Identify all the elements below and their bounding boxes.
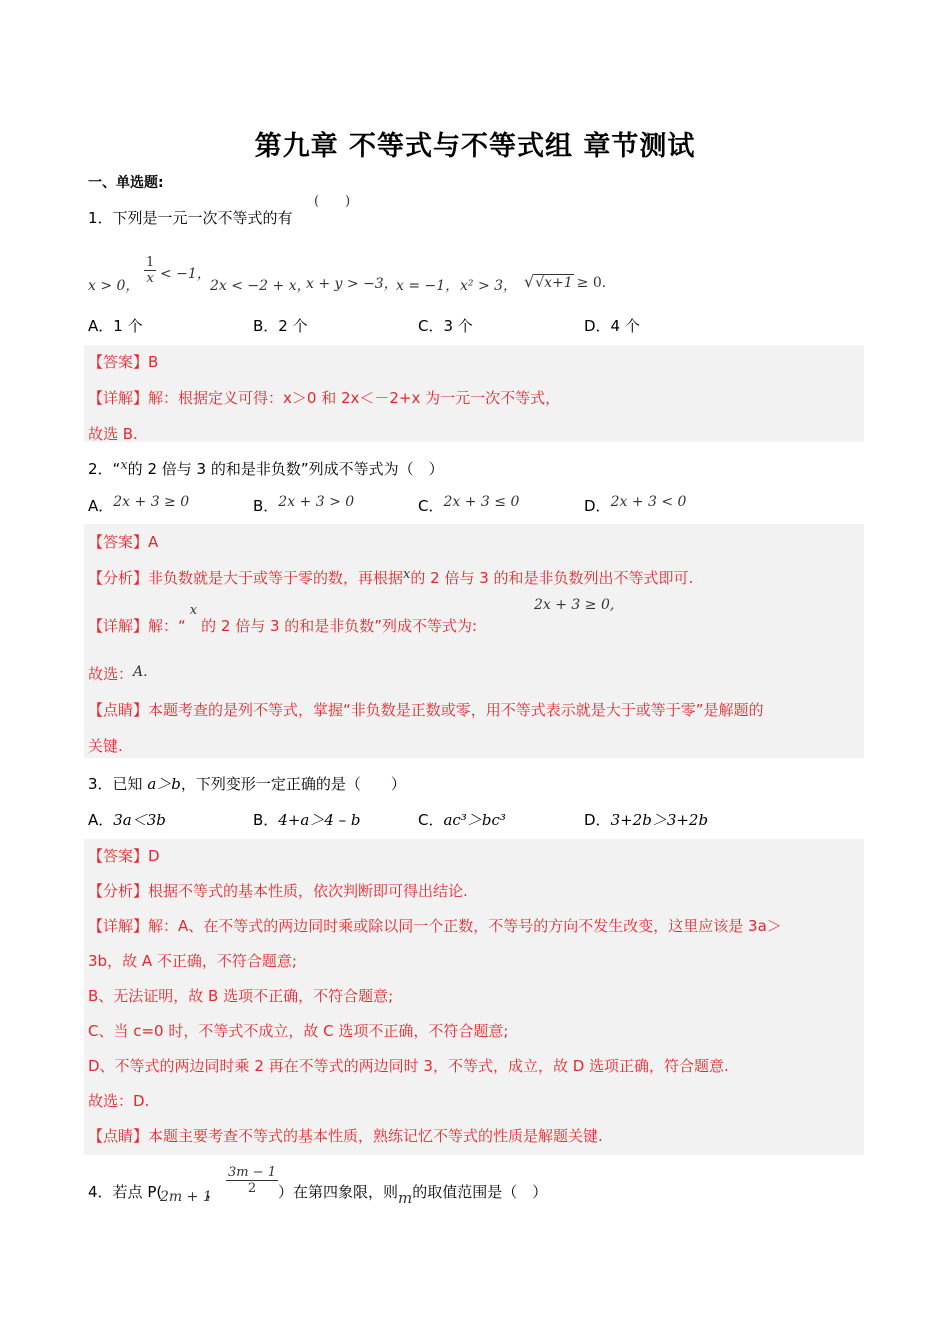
q2-stem-text: 的 2 倍与 3 的和是非负数”列成不等式为（ ） bbox=[127, 460, 444, 478]
q2-analysis-b: 的 2 倍与 3 的和是非负数列出不等式即可. bbox=[410, 569, 694, 587]
q3-comment: 【点睛】本题主要考查不等式的基本性质，熟练记忆不等式的性质是解题关键. bbox=[88, 1127, 603, 1145]
q2-answer-box bbox=[84, 524, 864, 758]
q3-answer-box bbox=[84, 839, 864, 1155]
q3-choose: 故选：D. bbox=[88, 1092, 150, 1110]
q3-stem-b: ，下列变形一定正确的是（ ） bbox=[180, 775, 406, 793]
q3-detail-line3: B、无法证明，故 B 选项不正确，不符合题意; bbox=[88, 987, 394, 1005]
q1-frac-numerator: 1 bbox=[146, 255, 155, 270]
q1-answer-box bbox=[84, 345, 864, 442]
q3-option-d-letter: D． bbox=[584, 811, 611, 829]
q2-choose-label: 故选： bbox=[88, 665, 134, 683]
q3-option-a-expr: 3a＜3b bbox=[113, 811, 166, 829]
q3-option-b bbox=[253, 809, 361, 830]
q2-comment-line1: 【点睛】本题考查的是列不等式，掌握“非负数是正数或零，用不等式表示就是大于或等于零”是解题的 bbox=[88, 701, 764, 719]
q4-coord-y-fraction bbox=[226, 1165, 278, 1196]
q2-stem-open: “ bbox=[112, 460, 121, 478]
q3-answer: 【答案】D bbox=[88, 847, 160, 865]
q3-detail-line5: D、不等式的两边同时乘 2 再在不等式的两边同时 3，不等式，成立，故 D 选项正确，符合题意. bbox=[88, 1057, 729, 1075]
q1-expr-5: x = −1， bbox=[396, 278, 460, 294]
q2-option-d-expr: 2x + 3 < 0 bbox=[610, 494, 687, 510]
q1-stem-text: 下列是一元一次不等式的有 bbox=[112, 209, 293, 227]
q2-option-b-letter: B． bbox=[253, 497, 279, 515]
q1-expr-3: 2x < −2 + x， bbox=[210, 278, 311, 294]
q3-detail-line4: C、当 c=0 时，不等式不成立，故 C 选项不正确，不符合题意; bbox=[88, 1022, 509, 1040]
q3-option-c bbox=[418, 809, 506, 830]
q4-number: 4． bbox=[88, 1183, 113, 1201]
q3-option-d-expr: 3+2b＞3+2b bbox=[610, 811, 709, 829]
q2-option-a bbox=[88, 495, 189, 516]
q2-option-c bbox=[418, 495, 519, 516]
q2-answer: 【答案】A bbox=[88, 533, 159, 551]
q2-option-a-letter: A． bbox=[88, 497, 114, 515]
q3-detail-line1: 【详解】解：A、在不等式的两边同时乘或除以同一个正数，不等号的方向不发生改变，这里应该是 3a＞ bbox=[88, 917, 782, 935]
q2-option-b-expr: 2x + 3 > 0 bbox=[278, 494, 355, 510]
q2-detail-a: 【详解】解：“ bbox=[88, 617, 186, 635]
q1-option-d: D．4 个 bbox=[584, 317, 640, 335]
q2-number: 2． bbox=[88, 460, 113, 478]
q3-option-d bbox=[584, 809, 708, 830]
q2-detail-expr: 2x + 3 ≥ 0, bbox=[534, 597, 615, 613]
q3-option-a bbox=[88, 809, 166, 830]
q2-stem bbox=[88, 458, 444, 479]
q2-detail-var: x bbox=[189, 603, 198, 618]
q4-coord-x: 2m + 1 bbox=[160, 1189, 212, 1205]
q1-expr-4: x + y > −3， bbox=[306, 276, 398, 292]
q4-stem-start bbox=[88, 1181, 162, 1202]
q1-paren: ( ) bbox=[314, 194, 351, 209]
q3-option-b-expr: 4+a＞4 – b bbox=[278, 811, 361, 829]
q1-expr-1: x > 0， bbox=[88, 278, 140, 294]
page-title: 第九章 不等式与不等式组 章节测试 bbox=[254, 131, 696, 162]
q1-sqrt-content: √x+1 bbox=[535, 275, 573, 291]
q3-stem-cond: a＞b bbox=[147, 775, 181, 793]
q1-frac-denominator: x bbox=[146, 271, 154, 286]
q1-option-b: B．2 个 bbox=[253, 317, 308, 335]
q3-stem bbox=[88, 773, 406, 794]
q1-expr-7: √√x+1 ≥ 0． bbox=[524, 272, 616, 291]
q2-choose bbox=[88, 663, 148, 684]
q1-option-c: C．3 个 bbox=[418, 317, 473, 335]
q2-option-d-letter: D． bbox=[584, 497, 611, 515]
q3-detail-line2: 3b，故 A 不正确，不符合题意; bbox=[88, 952, 297, 970]
q2-analysis-a: 【分析】非负数就是大于或等于零的数，再根据 bbox=[88, 569, 404, 587]
q1-expr-7-rel: ≥ 0． bbox=[576, 275, 616, 291]
q3-option-c-expr: ac³＞bc³ bbox=[443, 811, 506, 829]
q2-detail bbox=[88, 603, 478, 636]
q1-expr-6: x² > 3， bbox=[460, 278, 518, 294]
q3-stem-a: 已知 bbox=[112, 775, 148, 793]
q3-option-b-letter: B． bbox=[253, 811, 279, 829]
q2-comment-line2: 关键. bbox=[88, 737, 123, 755]
q3-option-c-letter: C． bbox=[418, 811, 444, 829]
q2-stem-var: x bbox=[120, 458, 128, 473]
q2-option-b bbox=[253, 495, 354, 516]
q1-option-a: A．1 个 bbox=[88, 317, 143, 335]
q1-answer: 【答案】B bbox=[88, 353, 159, 371]
q4-frac-numerator: 3m − 1 bbox=[228, 1165, 277, 1180]
q4-var: m bbox=[398, 1189, 413, 1207]
q2-option-a-expr: 2x + 3 ≥ 0 bbox=[113, 494, 190, 510]
q3-number: 3． bbox=[88, 775, 113, 793]
q1-number: 1． bbox=[88, 209, 113, 227]
q1-expr-2-fraction bbox=[144, 255, 156, 286]
q3-option-a-letter: A． bbox=[88, 811, 114, 829]
q2-analysis bbox=[88, 567, 693, 588]
q1-choose: 故选 B. bbox=[88, 425, 138, 443]
q2-option-c-expr: 2x + 3 ≤ 0 bbox=[443, 494, 520, 510]
q1-stem bbox=[88, 207, 293, 228]
q2-option-c-letter: C． bbox=[418, 497, 444, 515]
q4-stem-c: 的取值范围是（ ） bbox=[412, 1183, 548, 1201]
q4-frac-denominator: 2 bbox=[247, 1181, 257, 1196]
q4-separator: ， bbox=[206, 1183, 222, 1201]
q2-analysis-var: x bbox=[403, 567, 411, 582]
q3-analysis: 【分析】根据不等式的基本性质，依次判断即可得出结论. bbox=[88, 882, 468, 900]
q2-detail-b: 的 2 倍与 3 的和是非负数”列成不等式为: bbox=[201, 617, 478, 635]
q1-expr-2-rel: < −1， bbox=[160, 266, 211, 282]
q4-stem-a: 若点 P( bbox=[112, 1183, 163, 1201]
q1-detail: 【详解】解：根据定义可得：x＞0 和 2x＜－2+x 为一元一次不等式， bbox=[88, 389, 561, 407]
q2-option-d bbox=[584, 495, 686, 516]
q2-choose-val: A. bbox=[133, 664, 148, 680]
q4-stem-end bbox=[278, 1181, 548, 1207]
section-heading: 一、单选题: bbox=[88, 175, 164, 191]
q4-stem-b: ）在第四象限，则 bbox=[278, 1183, 399, 1201]
